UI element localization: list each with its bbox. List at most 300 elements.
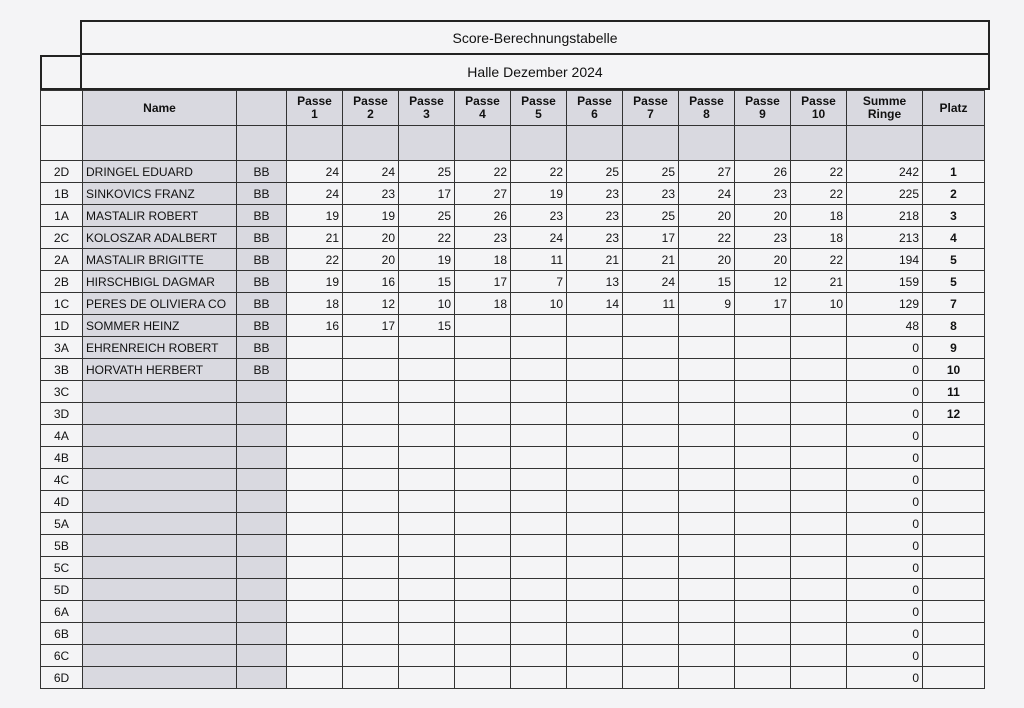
row-score: 17 bbox=[343, 315, 399, 337]
row-score bbox=[791, 645, 847, 667]
row-rank: 3 bbox=[923, 205, 985, 227]
row-score bbox=[623, 645, 679, 667]
row-score bbox=[567, 315, 623, 337]
row-score bbox=[791, 337, 847, 359]
row-score: 20 bbox=[343, 249, 399, 271]
row-score: 19 bbox=[399, 249, 455, 271]
row-club bbox=[237, 645, 287, 667]
row-score: 20 bbox=[343, 227, 399, 249]
row-score bbox=[455, 601, 511, 623]
table-row bbox=[41, 183, 985, 205]
row-score: 16 bbox=[287, 315, 343, 337]
row-club: BB bbox=[237, 227, 287, 249]
row-score bbox=[791, 491, 847, 513]
row-sum: 213 bbox=[847, 227, 923, 249]
row-code: 2C bbox=[41, 227, 83, 249]
row-score bbox=[623, 469, 679, 491]
row-score bbox=[623, 513, 679, 535]
row-score bbox=[287, 557, 343, 579]
row-code: 2D bbox=[41, 161, 83, 183]
header-passe bbox=[567, 91, 623, 126]
row-score bbox=[455, 425, 511, 447]
row-club: BB bbox=[237, 315, 287, 337]
row-score: 19 bbox=[343, 205, 399, 227]
row-score: 18 bbox=[455, 249, 511, 271]
row-score bbox=[679, 491, 735, 513]
corner-cell bbox=[40, 55, 80, 90]
row-score bbox=[679, 623, 735, 645]
row-score bbox=[735, 645, 791, 667]
row-club bbox=[237, 535, 287, 557]
header-passe bbox=[343, 91, 399, 126]
row-rank bbox=[923, 491, 985, 513]
table-row bbox=[41, 579, 985, 601]
table-row bbox=[41, 403, 985, 425]
row-score bbox=[735, 557, 791, 579]
row-club bbox=[237, 601, 287, 623]
row-score bbox=[511, 425, 567, 447]
passe-number: 4 bbox=[479, 107, 486, 121]
row-score bbox=[623, 315, 679, 337]
row-club bbox=[237, 447, 287, 469]
row-score bbox=[791, 557, 847, 579]
row-name bbox=[83, 491, 237, 513]
row-score bbox=[399, 491, 455, 513]
row-name: SOMMER HEINZ bbox=[83, 315, 237, 337]
row-club: BB bbox=[237, 161, 287, 183]
spacer-cell bbox=[735, 126, 791, 161]
row-sum: 0 bbox=[847, 513, 923, 535]
table-row bbox=[41, 601, 985, 623]
row-score bbox=[735, 469, 791, 491]
passe-label: Passe bbox=[745, 94, 780, 108]
passe-number: 2 bbox=[367, 107, 374, 121]
spacer-cell bbox=[623, 126, 679, 161]
row-rank bbox=[923, 425, 985, 447]
row-score bbox=[735, 381, 791, 403]
row-club bbox=[237, 381, 287, 403]
row-score bbox=[343, 381, 399, 403]
row-score: 15 bbox=[399, 315, 455, 337]
row-score: 25 bbox=[399, 205, 455, 227]
row-score bbox=[791, 579, 847, 601]
row-score: 10 bbox=[399, 293, 455, 315]
row-score bbox=[623, 425, 679, 447]
row-score bbox=[735, 601, 791, 623]
row-score: 20 bbox=[735, 249, 791, 271]
row-score: 23 bbox=[735, 183, 791, 205]
row-score bbox=[455, 447, 511, 469]
row-rank: 4 bbox=[923, 227, 985, 249]
row-name bbox=[83, 601, 237, 623]
passe-number: 8 bbox=[703, 107, 710, 121]
spacer-cell bbox=[455, 126, 511, 161]
row-score bbox=[567, 513, 623, 535]
passe-label: Passe bbox=[409, 94, 444, 108]
row-score bbox=[791, 667, 847, 689]
passe-label: Passe bbox=[465, 94, 500, 108]
row-club: BB bbox=[237, 249, 287, 271]
passe-label: Passe bbox=[633, 94, 668, 108]
row-code: 6D bbox=[41, 667, 83, 689]
row-name: PERES DE OLIVIERA CO bbox=[83, 293, 237, 315]
sum-label-2: Ringe bbox=[867, 107, 902, 121]
row-score: 21 bbox=[287, 227, 343, 249]
row-score bbox=[791, 513, 847, 535]
row-score bbox=[679, 535, 735, 557]
row-score bbox=[623, 535, 679, 557]
row-score bbox=[455, 315, 511, 337]
row-club: BB bbox=[237, 293, 287, 315]
row-code: 3D bbox=[41, 403, 83, 425]
table-row bbox=[41, 271, 985, 293]
row-score: 21 bbox=[567, 249, 623, 271]
row-score bbox=[679, 337, 735, 359]
row-name bbox=[83, 403, 237, 425]
row-score: 26 bbox=[735, 161, 791, 183]
row-score: 18 bbox=[287, 293, 343, 315]
row-score: 22 bbox=[511, 161, 567, 183]
header-passe bbox=[399, 91, 455, 126]
row-score bbox=[679, 513, 735, 535]
row-code: 2B bbox=[41, 271, 83, 293]
row-score bbox=[287, 491, 343, 513]
row-score bbox=[623, 601, 679, 623]
row-score: 24 bbox=[287, 161, 343, 183]
row-score bbox=[343, 469, 399, 491]
row-score bbox=[511, 579, 567, 601]
header-passe bbox=[287, 91, 343, 126]
spacer-cell bbox=[847, 126, 923, 161]
row-sum: 0 bbox=[847, 403, 923, 425]
row-score bbox=[567, 425, 623, 447]
row-code: 4C bbox=[41, 469, 83, 491]
row-code: 4B bbox=[41, 447, 83, 469]
row-club: BB bbox=[237, 337, 287, 359]
row-score bbox=[735, 337, 791, 359]
row-rank bbox=[923, 535, 985, 557]
row-code: 3C bbox=[41, 381, 83, 403]
row-club bbox=[237, 491, 287, 513]
header-code bbox=[41, 91, 83, 126]
table-row bbox=[41, 623, 985, 645]
table-row bbox=[41, 227, 985, 249]
row-name: HORVATH HERBERT bbox=[83, 359, 237, 381]
row-score bbox=[735, 315, 791, 337]
row-score bbox=[399, 337, 455, 359]
row-score bbox=[343, 359, 399, 381]
passe-number: 7 bbox=[647, 107, 654, 121]
row-score bbox=[567, 557, 623, 579]
row-score: 13 bbox=[567, 271, 623, 293]
row-sum: 48 bbox=[847, 315, 923, 337]
row-score bbox=[791, 535, 847, 557]
row-code: 1D bbox=[41, 315, 83, 337]
header-spacer-row bbox=[41, 126, 985, 161]
score-table-body bbox=[41, 161, 985, 689]
row-sum: 0 bbox=[847, 667, 923, 689]
passe-number: 3 bbox=[423, 107, 430, 121]
row-club bbox=[237, 513, 287, 535]
row-rank: 11 bbox=[923, 381, 985, 403]
header-row bbox=[41, 91, 985, 126]
spacer-cell bbox=[287, 126, 343, 161]
row-rank bbox=[923, 645, 985, 667]
row-score: 25 bbox=[623, 205, 679, 227]
row-score bbox=[791, 447, 847, 469]
row-score bbox=[679, 601, 735, 623]
row-rank bbox=[923, 667, 985, 689]
spacer-cell bbox=[343, 126, 399, 161]
row-sum: 0 bbox=[847, 601, 923, 623]
row-score bbox=[511, 337, 567, 359]
row-score bbox=[343, 645, 399, 667]
row-score bbox=[623, 359, 679, 381]
passe-label: Passe bbox=[353, 94, 388, 108]
row-score: 22 bbox=[287, 249, 343, 271]
row-score bbox=[567, 535, 623, 557]
row-rank bbox=[923, 623, 985, 645]
row-score bbox=[679, 403, 735, 425]
row-score bbox=[399, 667, 455, 689]
row-score: 20 bbox=[679, 249, 735, 271]
row-score bbox=[679, 359, 735, 381]
row-club: BB bbox=[237, 183, 287, 205]
row-score bbox=[679, 447, 735, 469]
table-row bbox=[41, 513, 985, 535]
row-rank bbox=[923, 469, 985, 491]
row-rank bbox=[923, 513, 985, 535]
header-passe bbox=[791, 91, 847, 126]
row-rank: 1 bbox=[923, 161, 985, 183]
row-score: 20 bbox=[679, 205, 735, 227]
row-sum: 242 bbox=[847, 161, 923, 183]
row-sum: 0 bbox=[847, 491, 923, 513]
row-score bbox=[399, 535, 455, 557]
row-score: 23 bbox=[623, 183, 679, 205]
row-score bbox=[287, 513, 343, 535]
row-score bbox=[343, 623, 399, 645]
row-score bbox=[287, 403, 343, 425]
row-sum: 0 bbox=[847, 425, 923, 447]
row-name bbox=[83, 557, 237, 579]
row-score: 20 bbox=[735, 205, 791, 227]
header-passe bbox=[735, 91, 791, 126]
row-code: 5A bbox=[41, 513, 83, 535]
row-sum: 0 bbox=[847, 381, 923, 403]
row-score bbox=[735, 403, 791, 425]
row-score bbox=[511, 623, 567, 645]
row-score: 23 bbox=[455, 227, 511, 249]
row-score: 19 bbox=[287, 271, 343, 293]
header-rank: Platz bbox=[923, 91, 985, 126]
row-score bbox=[287, 425, 343, 447]
row-score bbox=[679, 469, 735, 491]
row-name bbox=[83, 381, 237, 403]
row-name bbox=[83, 425, 237, 447]
row-score bbox=[455, 557, 511, 579]
row-score bbox=[399, 359, 455, 381]
row-score bbox=[623, 491, 679, 513]
table-row bbox=[41, 315, 985, 337]
row-score bbox=[679, 645, 735, 667]
row-score bbox=[679, 425, 735, 447]
row-score: 23 bbox=[567, 205, 623, 227]
table-row bbox=[41, 337, 985, 359]
table-row bbox=[41, 425, 985, 447]
table-row bbox=[41, 535, 985, 557]
row-score: 24 bbox=[287, 183, 343, 205]
row-rank: 10 bbox=[923, 359, 985, 381]
row-name bbox=[83, 535, 237, 557]
row-score: 11 bbox=[623, 293, 679, 315]
row-score bbox=[455, 359, 511, 381]
row-name bbox=[83, 579, 237, 601]
table-row bbox=[41, 447, 985, 469]
row-name bbox=[83, 447, 237, 469]
row-score: 24 bbox=[511, 227, 567, 249]
header-name: Name bbox=[83, 91, 237, 126]
row-score bbox=[343, 601, 399, 623]
row-score bbox=[287, 579, 343, 601]
row-score bbox=[791, 425, 847, 447]
row-score bbox=[791, 403, 847, 425]
row-rank: 5 bbox=[923, 271, 985, 293]
row-score: 7 bbox=[511, 271, 567, 293]
row-score bbox=[791, 315, 847, 337]
row-score bbox=[399, 645, 455, 667]
row-score: 18 bbox=[791, 205, 847, 227]
row-score: 27 bbox=[679, 161, 735, 183]
row-rank: 5 bbox=[923, 249, 985, 271]
row-score: 10 bbox=[791, 293, 847, 315]
row-club bbox=[237, 623, 287, 645]
row-score bbox=[511, 403, 567, 425]
row-score bbox=[287, 337, 343, 359]
row-score: 24 bbox=[343, 161, 399, 183]
table-row bbox=[41, 205, 985, 227]
row-rank bbox=[923, 557, 985, 579]
row-name bbox=[83, 513, 237, 535]
row-score bbox=[287, 359, 343, 381]
row-score bbox=[455, 491, 511, 513]
passe-label: Passe bbox=[521, 94, 556, 108]
row-score bbox=[343, 491, 399, 513]
row-score: 21 bbox=[623, 249, 679, 271]
row-club bbox=[237, 557, 287, 579]
passe-number: 6 bbox=[591, 107, 598, 121]
table-row bbox=[41, 491, 985, 513]
row-score bbox=[735, 359, 791, 381]
row-score bbox=[735, 425, 791, 447]
row-code: 5D bbox=[41, 579, 83, 601]
row-score bbox=[679, 315, 735, 337]
row-score bbox=[511, 601, 567, 623]
row-score: 15 bbox=[679, 271, 735, 293]
row-score bbox=[455, 535, 511, 557]
row-score: 23 bbox=[735, 227, 791, 249]
row-score bbox=[791, 469, 847, 491]
row-score bbox=[735, 535, 791, 557]
row-name: MASTALIR ROBERT bbox=[83, 205, 237, 227]
row-score bbox=[567, 667, 623, 689]
row-score: 24 bbox=[679, 183, 735, 205]
row-score: 10 bbox=[511, 293, 567, 315]
row-club: BB bbox=[237, 205, 287, 227]
row-sum: 0 bbox=[847, 359, 923, 381]
row-score bbox=[343, 535, 399, 557]
row-score: 12 bbox=[343, 293, 399, 315]
row-sum: 0 bbox=[847, 447, 923, 469]
row-score bbox=[399, 447, 455, 469]
row-code: 4A bbox=[41, 425, 83, 447]
row-score bbox=[399, 601, 455, 623]
header-club bbox=[237, 91, 287, 126]
row-score bbox=[623, 447, 679, 469]
row-score bbox=[511, 315, 567, 337]
row-score: 22 bbox=[791, 249, 847, 271]
row-code: 3A bbox=[41, 337, 83, 359]
sheet-subtitle: Halle Dezember 2024 bbox=[80, 55, 990, 90]
row-score: 23 bbox=[511, 205, 567, 227]
row-sum: 0 bbox=[847, 557, 923, 579]
row-score: 25 bbox=[567, 161, 623, 183]
row-name: EHRENREICH ROBERT bbox=[83, 337, 237, 359]
row-rank: 12 bbox=[923, 403, 985, 425]
row-score bbox=[343, 403, 399, 425]
row-score: 17 bbox=[399, 183, 455, 205]
row-score bbox=[567, 645, 623, 667]
row-rank: 8 bbox=[923, 315, 985, 337]
row-code: 6B bbox=[41, 623, 83, 645]
row-score bbox=[511, 381, 567, 403]
row-score bbox=[735, 623, 791, 645]
row-score: 17 bbox=[455, 271, 511, 293]
row-score: 17 bbox=[735, 293, 791, 315]
row-name bbox=[83, 623, 237, 645]
row-score: 22 bbox=[791, 183, 847, 205]
row-code: 6C bbox=[41, 645, 83, 667]
header-passe bbox=[511, 91, 567, 126]
passe-number: 10 bbox=[811, 107, 826, 121]
row-score bbox=[623, 403, 679, 425]
row-score bbox=[679, 381, 735, 403]
row-score: 18 bbox=[455, 293, 511, 315]
row-score bbox=[735, 513, 791, 535]
row-score bbox=[399, 557, 455, 579]
row-code: 3B bbox=[41, 359, 83, 381]
row-score: 22 bbox=[679, 227, 735, 249]
row-score bbox=[791, 601, 847, 623]
row-score: 19 bbox=[511, 183, 567, 205]
row-score bbox=[399, 425, 455, 447]
passe-number: 1 bbox=[311, 107, 318, 121]
row-score bbox=[511, 535, 567, 557]
row-sum: 225 bbox=[847, 183, 923, 205]
row-rank bbox=[923, 601, 985, 623]
row-score bbox=[455, 645, 511, 667]
row-score bbox=[343, 337, 399, 359]
row-score bbox=[735, 491, 791, 513]
row-score bbox=[791, 359, 847, 381]
spacer-cell bbox=[511, 126, 567, 161]
row-club bbox=[237, 667, 287, 689]
row-score bbox=[343, 579, 399, 601]
row-club bbox=[237, 469, 287, 491]
row-score bbox=[287, 535, 343, 557]
row-score bbox=[567, 447, 623, 469]
passe-number: 9 bbox=[759, 107, 766, 121]
